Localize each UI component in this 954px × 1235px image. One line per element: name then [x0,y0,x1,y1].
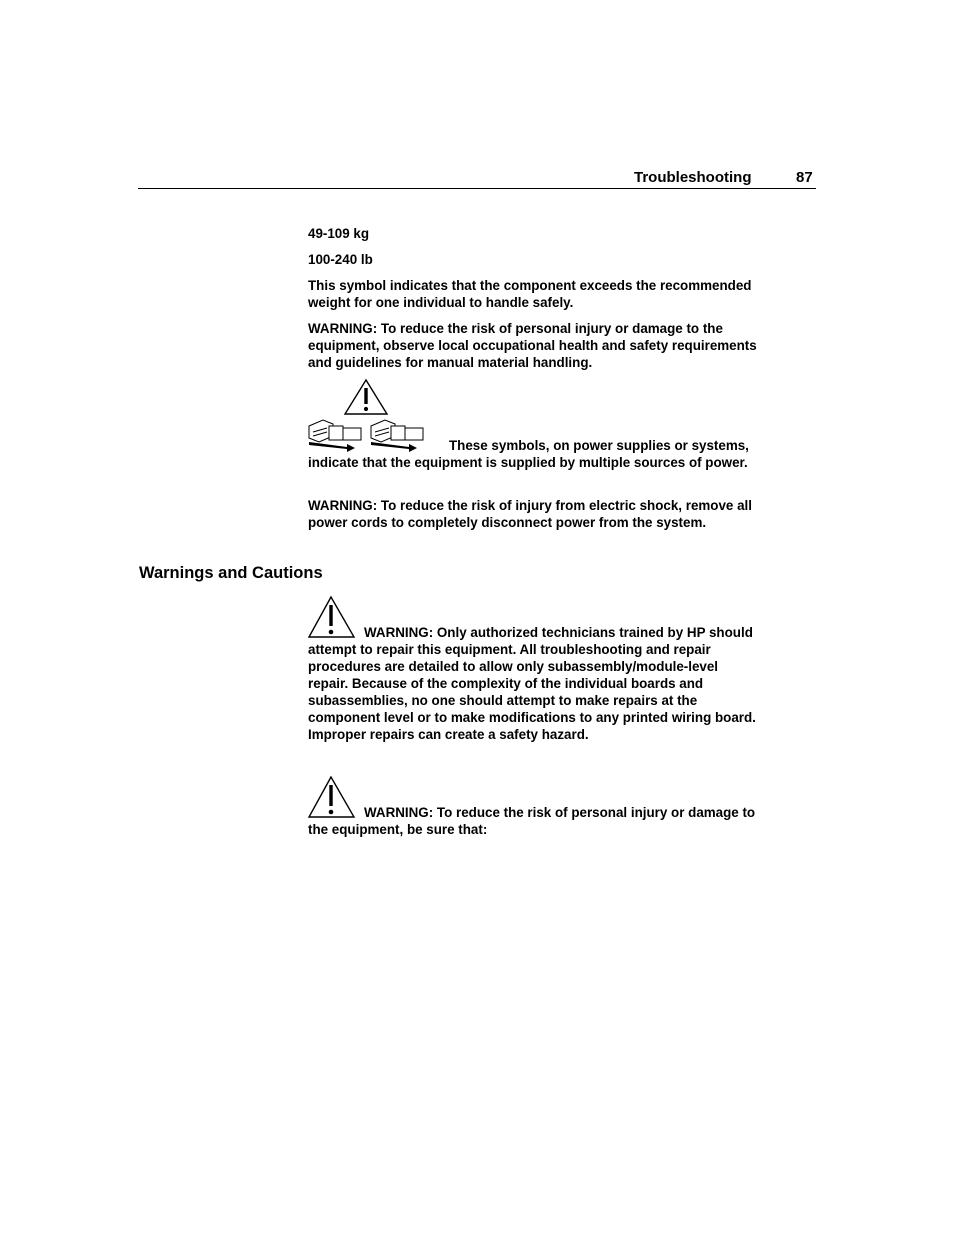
weight-kg: 49-109 kg [308,226,370,241]
warning-injury: WARNING: To reduce the risk of personal injury or damage to the equipment, be sure that: [308,805,756,837]
page-number: 87 [796,169,813,186]
warning-shock: WARNING: To reduce the risk of injury from electric shock, remove all power cords to completely disconnect power from the system. [308,498,752,530]
section-heading: Warnings and Cautions [139,564,323,582]
warning-weight: WARNING: To reduce the risk of personal injury or damage to the equipment, observe local occupational health and safety requirements and guidelines for manual material handling. [308,321,757,370]
weight-symbol-text: This symbol indicates that the component exceeds the recommended weight for one individual to handle safely. [308,278,752,310]
power-symbols-text: These symbols, on power supplies or systems, indicate that the equipment is supplied by multiple sources of power. [308,438,749,470]
warning-technicians: WARNING: Only authorized technicians trained by HP should attempt to repair this equipment. All troubleshooting and repair procedures are detailed to allow only subassembly/module-level repair. Because of the complexity of the individual boards and subassemblies, no one should attempt to make repairs at the component level or to make modifications to any printed wiring board. Improper repairs can create a safety hazard. [308,625,756,742]
weight-lb: 100-240 lb [308,252,373,267]
header-divider [138,188,816,189]
header-section-title: Troubleshooting [634,169,752,186]
